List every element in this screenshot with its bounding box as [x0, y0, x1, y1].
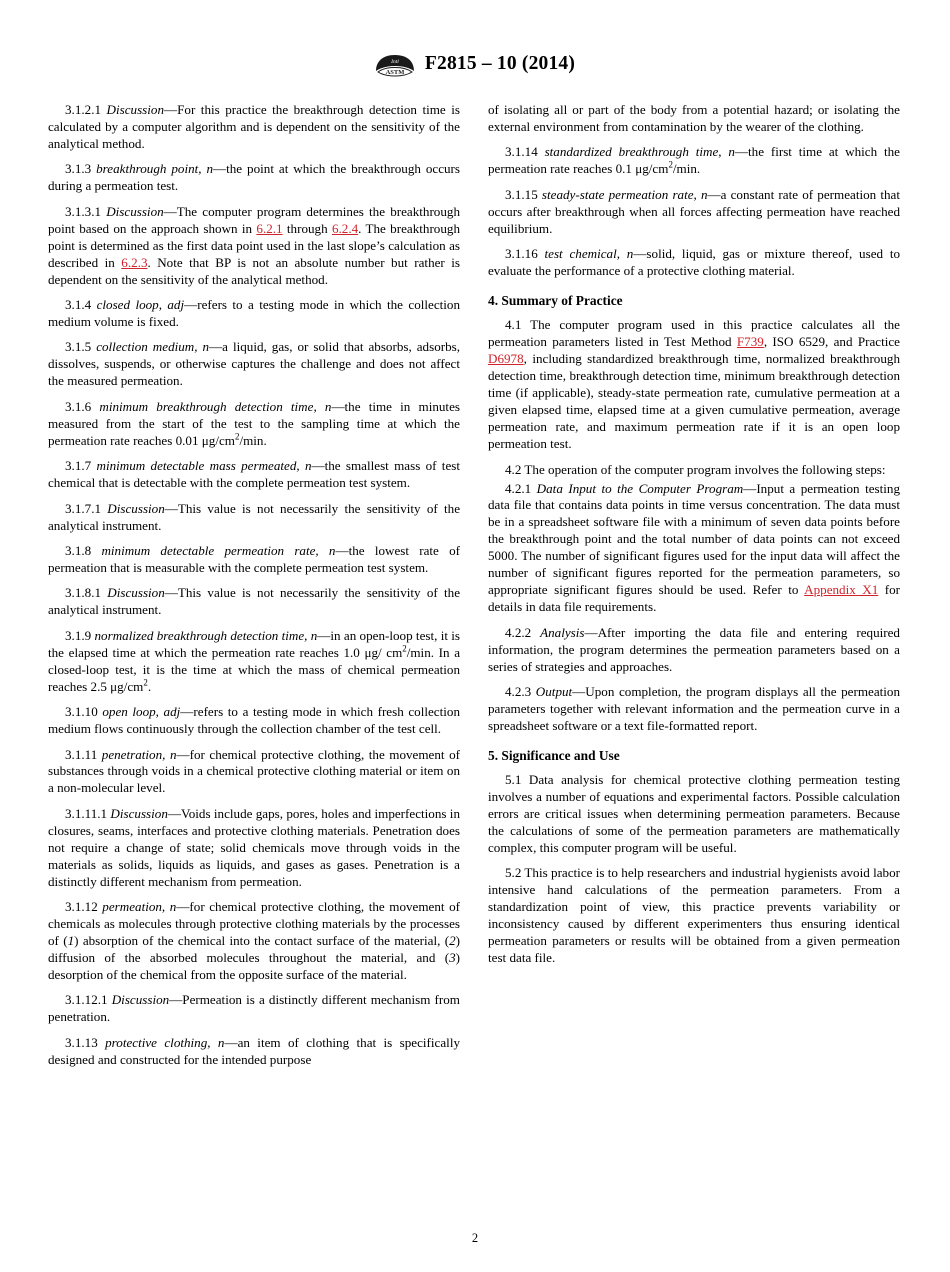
para-text-2: , ISO 6529, and Practice — [763, 334, 900, 350]
para-term: minimum detectable mass permeated, n — [96, 458, 312, 474]
paragraph-3-1-13 — [48, 1035, 460, 1069]
page-title: F2815 – 10 (2014) — [424, 53, 576, 74]
paragraph-3-1-2-1 — [48, 102, 460, 153]
para-number: 3.1.11.1 — [65, 805, 108, 821]
para-text: —an item of clothing that is specifically designed and constructed for the intended purpose — [48, 1034, 460, 1067]
para-term: Data Input to the Computer Program — [536, 480, 744, 496]
para-term: standardized breakthrough time, n — [544, 144, 735, 160]
para-text: —Permeation is a distinctly different mechanism from penetration. — [48, 992, 460, 1025]
para-number: 3.1.8.1 — [65, 585, 102, 601]
para-term: collection medium, n — [96, 339, 210, 355]
para-term: permeation, n — [102, 899, 177, 915]
para-text-2: for details in data file requirements. — [488, 582, 901, 615]
para-text: —This value is not necessarily the sensitivity of the analytical instrument. — [48, 585, 461, 618]
para-text-1: —Input a permeation testing data file that contains data points in time versus concentration. The data must be in a spreadsheet software file with a minimum of seven data points before the breakthrough point and the total number of data points can not exceed 5000. The number of significant figures used for the input data will affect the number of significant figures reported for the permeation parameters, so appropriate significant figures should be used. Refer to — [488, 480, 900, 598]
para-number: 3.1.7.1 — [65, 500, 102, 516]
para-term: closed loop, adj — [96, 297, 185, 313]
two-column-body — [48, 102, 902, 1077]
para-text: —a liquid, gas, or solid that absorbs, adsorbs, dissolves, suspends, or otherwise captures the challenge and does not affect the measured permeation. — [48, 339, 461, 389]
para-text-1: 4.1 The computer program used in this practice calculates all the permeation parameters listed in Test Method — [488, 317, 900, 350]
para-number: 3.1.16 — [505, 246, 538, 262]
para-number: 4.2.1 — [505, 480, 532, 496]
astm-logo-icon — [375, 51, 415, 77]
para-term: penetration, n — [101, 746, 177, 762]
paragraph-3-1-7 — [48, 458, 460, 492]
para-text-1: —The computer program determines the breakthrough point based on the approach shown in — [48, 203, 460, 236]
para-text: —solid, liquid, gas or mixture thereof, used to evaluate the performance of a protective clothing material. — [488, 246, 901, 279]
paragraph-3-1-9: 3.1.9 normalized breakthrough detection time, n—in an open-loop test, it is the elapsed time at which the permeation rate reaches 1.0 μg/ $cm^2/\min$. In a closed-loop test, it is the time at which the mass of chemical permeation reaches 2.5 $\mu g/cm^2$. — [48, 627, 460, 694]
para-term: Discussion — [106, 102, 165, 117]
para-term: steady-state permeation rate, n — [541, 186, 708, 202]
para-term: normalized breakthrough detection time, n — [94, 627, 318, 643]
left-column — [48, 102, 460, 1077]
cross-reference-appendix-x1[interactable]: Appendix X1 — [804, 582, 879, 598]
para-number: 3.1.3 — [65, 161, 92, 177]
para-text: —This value is not necessarily the sensitivity of the analytical instrument. — [48, 500, 461, 533]
paragraph-3-1-6: 3.1.6 minimum breakthrough detection time, n—the time in minutes measured from the start of the test to the sampling time at which the permeation rate reaches 0.01 $\mu g/cm^2/\min$. — [48, 398, 460, 448]
para-text-3: , including standardized breakthrough time, normalized breakthrough detection time, breakthrough detection time, minimum breakthrough detection time (if applicable), steady-state permeation rate, cumulative permeation at a given elapsed time, elapsed time at a given cumulative permeation, average permeation rate, and maximum permeation rate if it is an open loop permeation test. — [488, 351, 900, 452]
svg-text:Intl: Intl — [391, 59, 399, 65]
para-term: minimum breakthrough detection time, n — [99, 398, 332, 414]
para-text-4: . Note that BP is not an absolute number but rather is dependent on the sensitivity of the analytical method. — [48, 254, 460, 287]
paragraph-3-1-4 — [48, 297, 460, 331]
para-number: 3.1.5 — [65, 339, 92, 355]
paragraph-3-1-3-1 — [48, 204, 460, 289]
para-term: Discussion — [107, 500, 165, 516]
para-text: —refers to a testing mode in which the collection medium volume is fixed. — [48, 297, 461, 329]
para-number: 4.2.3 — [505, 684, 532, 699]
para-text: —After importing the data file and entering required information, the program determines the permeation parameters based on a series of strategies and approaches. — [488, 624, 900, 674]
cross-reference-f739[interactable]: F739 — [736, 334, 764, 350]
cross-reference-6-2-4[interactable]: 6.2.4 — [331, 220, 359, 236]
paragraph-4-2-3 — [488, 684, 900, 735]
cross-reference-6-2-1[interactable]: 6.2.1 — [256, 220, 283, 236]
paragraph-5-1: 5.1 Data analysis for chemical protective clothing permeation testing involves a number of equations and experimental factors. Possible calculation errors are critical issues when determining permeation parameters. Because the calculations of some of the permeation parameters are mathematically complex, this computer program will be useful. — [488, 772, 900, 856]
para-text-2: through — [282, 220, 332, 236]
svg-text:ASTM: ASTM — [385, 69, 405, 76]
para-term: Discussion — [110, 805, 168, 821]
para-term: open loop, adj — [102, 704, 181, 720]
para-number: 4.2.2 — [505, 624, 532, 640]
para-number: 3.1.4 — [65, 297, 92, 313]
paragraph-4-1 — [488, 317, 900, 453]
para-term: Discussion — [111, 992, 170, 1008]
cross-reference-6-2-3[interactable]: 6.2.3 — [121, 254, 148, 270]
para-term: Discussion — [107, 585, 165, 601]
cross-reference-d6978[interactable]: D6978 — [488, 351, 524, 367]
para-term: Analysis — [540, 624, 585, 640]
para-number: 3.1.8 — [65, 542, 92, 558]
para-term: minimum detectable permeation rate, n — [101, 542, 336, 558]
paragraph-3-1-12-1 — [48, 992, 460, 1026]
section-heading-4: 4. Summary of Practice — [488, 293, 623, 309]
paragraph-3-1-16 — [488, 246, 900, 280]
para-term: breakthrough point, n — [96, 161, 214, 177]
page-number: 2 — [471, 1231, 479, 1245]
paragraph-3-1-5 — [48, 339, 460, 390]
paragraph-5-2: 5.2 This practice is to help researchers and industrial hygienists avoid labor intensive hand calculations of the permeation parameters. From a standardization point of view, this practice prevents variability or inconsistency caused by different experimenters thus ensuring identical permeation parameters or results will be obtained from a given permeation test data file. — [488, 865, 900, 966]
para-text: —the smallest mass of test chemical that is detectable with the complete permeation test system. — [48, 458, 460, 491]
para-term: Output — [535, 684, 573, 699]
paragraph-3-1-7-1 — [48, 501, 460, 535]
paragraph-continuation: of isolating all or part of the body from a potential hazard; or isolating the external environment from contamination by the wearer of the clothing. — [488, 102, 900, 134]
para-number: 3.1.7 — [65, 458, 92, 474]
para-number: 3.1.6 — [65, 398, 92, 414]
para-term: protective clothing, n — [105, 1034, 225, 1050]
para-text: —a constant rate of permeation that occurs after breakthrough when all forces affecting permeation have reached equilibrium. — [488, 186, 900, 236]
para-text: —the point at which the breakthrough occurs during a permeation test. — [48, 161, 461, 194]
para-text: —For this practice the breakthrough detection time is calculated by a computer algorithm and is dependent on the sensitivity of the analytical method. — [48, 102, 460, 151]
paragraph-4-2-2 — [488, 625, 900, 676]
para-number: 3.1.15 — [505, 186, 538, 202]
paragraph-3-1-12: 3.1.12 permeation, n—for chemical protective clothing, the movement of chemicals as molecules through protective clothing materials by the processes of (1) absorption of the chemical into the contact surface of the material, (2) diffusion of the absorbed molecules throughout the material, and (3) desorption of the chemical from the opposite surface of the material. — [48, 899, 461, 982]
para-text: —refers to a testing mode in which fresh collection medium flows continuously through the collection chamber of the test cell. — [48, 704, 460, 737]
para-term: test chemical, n — [544, 246, 634, 262]
paragraph-3-1-8 — [48, 543, 460, 577]
para-number: 3.1.9 — [65, 627, 92, 643]
para-text: —Voids include gaps, pores, holes and imperfections in closures, seams, interfaces and protective clothing materials. Penetration does not require a change of state; solid chemicals move through voids in the materials as solids, liquids as liquids, and gases as gases. Penetration is a distinctly different mechanism from permeation. — [48, 805, 460, 889]
paragraph-4-2-1 — [488, 481, 900, 617]
paragraph-3-1-11-1 — [48, 806, 460, 891]
paragraph-4-2: 4.2 The operation of the computer program involves the following steps: — [505, 461, 886, 477]
section-heading-5: 5. Significance and Use — [488, 747, 620, 763]
para-number: 3.1.12.1 — [65, 992, 108, 1008]
para-text: —Upon completion, the program displays all the permeation parameters together with relevant information and the permeation curve in a spreadsheet software or a text file-formatted report. — [488, 684, 900, 733]
para-number: 3.1.12 — [65, 899, 98, 915]
para-number: 3.1.14 — [505, 144, 538, 160]
paragraph-3-1-11 — [48, 747, 460, 798]
para-text: —the lowest rate of permeation that is measurable with the complete permeation test system. — [48, 542, 461, 575]
para-number: 3.1.13 — [65, 1034, 98, 1050]
page-header — [48, 44, 902, 84]
para-number: 3.1.3.1 — [65, 203, 102, 219]
para-text: —for chemical protective clothing, the movement of substances through voids in a chemical protective clothing material or item on a non-molecular level. — [48, 746, 460, 796]
paragraph-3-1-10 — [48, 704, 460, 738]
para-number: 3.1.10 — [65, 704, 98, 720]
paragraph-3-1-14: 3.1.14 standardized breakthrough time, n—the first time at which the permeation rate reaches 0.1 $\mu g/cm^2/\min$. — [488, 144, 900, 177]
para-term: Discussion — [106, 203, 164, 219]
para-text-3: . The breakthrough point is determined as the first data point used in the last slope’s calculation as described in — [48, 220, 460, 270]
paragraph-3-1-15 — [488, 187, 900, 238]
right-column — [488, 102, 900, 976]
paragraph-3-1-3 — [48, 161, 460, 195]
paragraph-3-1-8-1 — [48, 585, 460, 619]
para-number: 3.1.11 — [65, 746, 98, 762]
para-number: 3.1.2.1 — [65, 102, 102, 117]
